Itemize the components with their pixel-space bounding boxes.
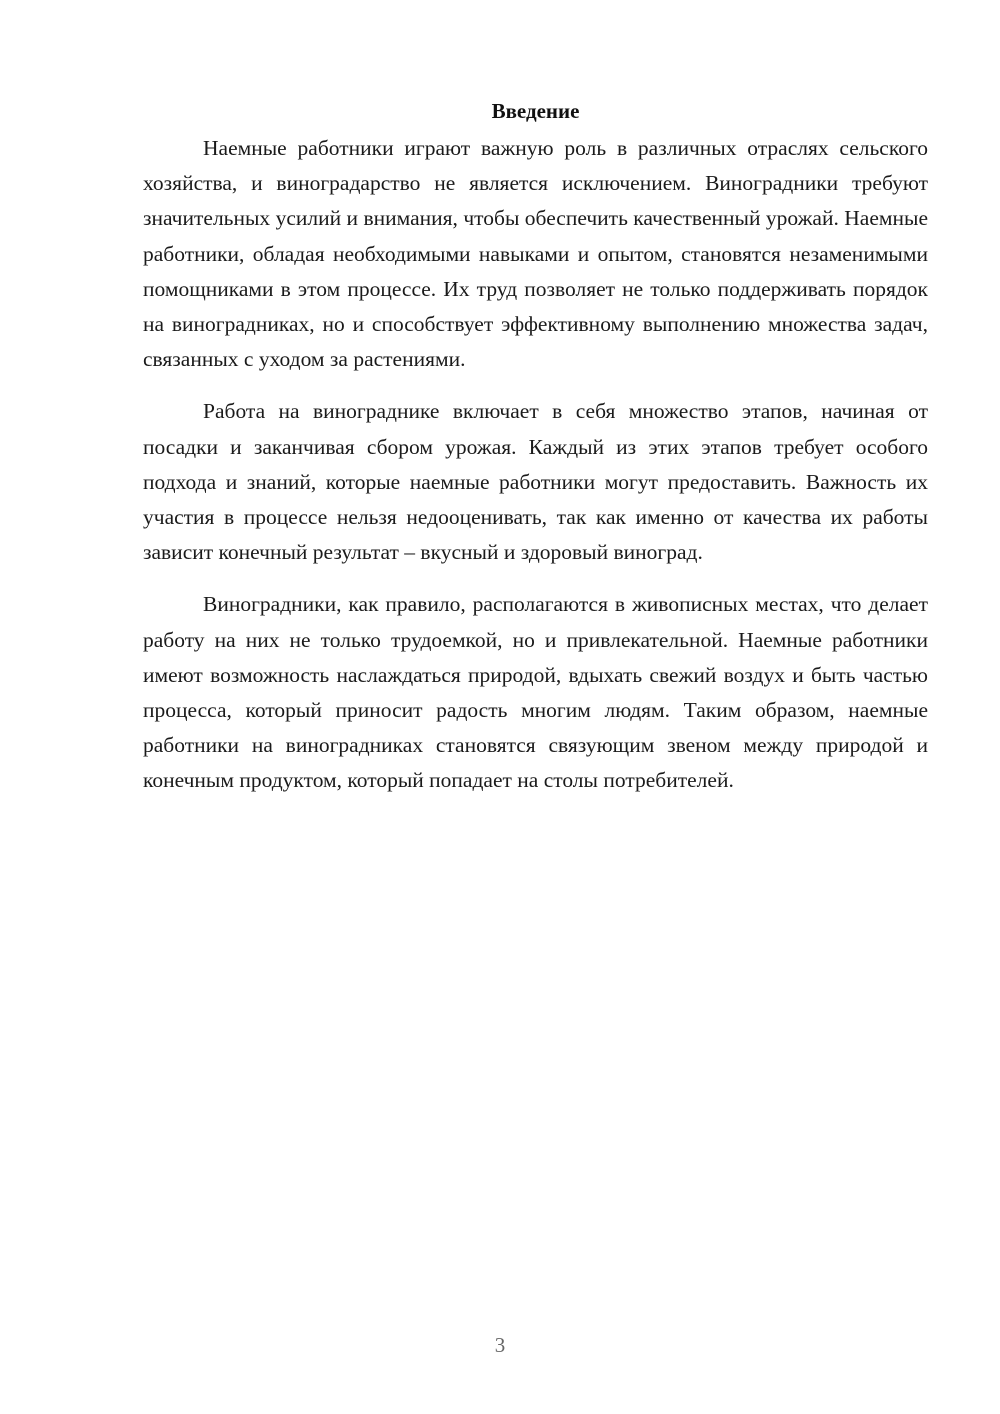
- page-number: 3: [494, 1333, 506, 1357]
- document-page: [143, 96, 928, 816]
- paragraph-2: Работа на винограднике включает в себя множество этапов, начиная от посадки и заканчивая сбором урожая. Каждый из этих этапов требует особого подхода и знаний, которые наемные работники могут предоставить. Важность их участия в процессе нельзя недооценивать, так как именно от качества их работы зависит конечный результат – вкусный и здоровый виноград.: [143, 399, 928, 565]
- paragraph-3: Виноградники, как правило, располагаются в живописных местах, что делает работу на них не только трудоемкой, но и привлекательной. Наемные работники имеют возможность наслаждаться природой, вдыхать свежий воздух и быть частью процесса, который приносит радость многим людям. Таким образом, наемные работники на виноградниках становятся связующим звеном между природой и конечным продуктом, который попадает на столы потребителей.: [143, 592, 928, 793]
- page-title: Введение: [491, 99, 580, 123]
- paragraph-1: Наемные работники играют важную роль в различных отраслях сельского хозяйства, и виноградарство не является исключением. Виноградники требуют значительных усилий и внимания, чтобы обеспечить качественный урожай. Наемные работники, обладая необходимыми навыками и опытом, становятся незаменимыми помощниками в этом процессе. Их труд позволяет не только поддерживать порядок на виноградниках, но и способствует эффективному выполнению множества задач, связанных с уходом за растениями.: [143, 136, 928, 372]
